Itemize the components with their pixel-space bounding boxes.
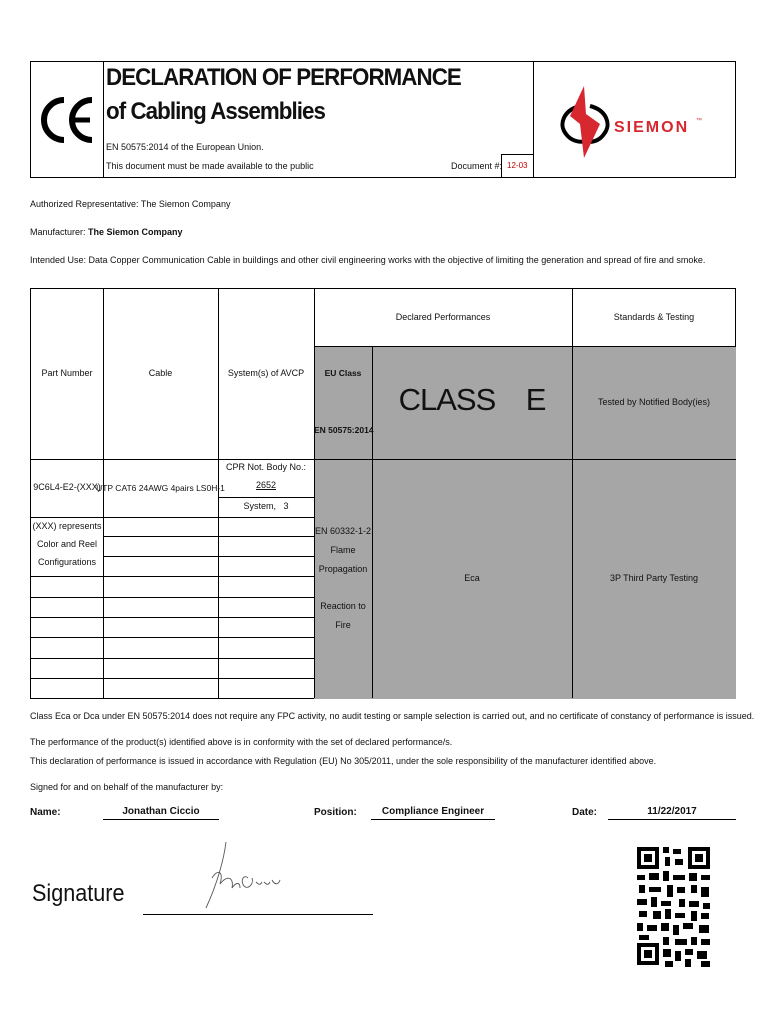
name-label: Name: [30,807,61,818]
test-method-line3: Propagation [318,564,368,574]
performance-table [30,288,736,699]
fpc-note: Class Eca or Dca under EN 50575:2014 does not require any FPC activity, no audit testing or sample selection is carried out, and no certificate of constancy of performance is issued. [30,711,755,721]
testing-value: 3P Third Party Testing [609,573,699,583]
row-line-9 [31,678,314,679]
col-header-system: System(s) of AVCP [227,368,305,379]
public-notice: This document must be made available to the public [106,161,314,171]
logo-cell [534,62,735,177]
part-number-value: 9C6L4-E2-(XXX) [33,482,101,493]
manufacturer-value: The Siemon Company [88,227,183,237]
handwritten-signature [200,838,290,912]
xxx-note-line2: Color and Reel [36,539,98,549]
regulation-statement: This declaration of performance is issued in accordance with Regulation (EU) No 305/2011, under the sole responsibility of the manufacturer identified above. [30,756,657,766]
ce-mark-logo [37,90,97,150]
eu-class-label: EU Class [324,368,362,378]
row-divider-cpr [218,497,314,498]
qr-code-icon [635,845,712,969]
signature-label: Signature [32,880,125,907]
test-method-line4: Reaction to [320,601,366,611]
manufacturer-line [30,227,183,237]
manufacturer-label: Manufacturer: [30,227,89,237]
row-line-7 [31,637,314,638]
standards-testing-header: Standards & Testing [613,311,695,322]
test-method-line1: EN 60332-1-2 [314,526,372,536]
system-value: System, 3 [243,501,289,511]
document-number-label: Document #: [451,161,503,171]
row-line-8 [31,658,314,659]
xxx-note-line1: (XXX) represents [32,521,102,531]
signed-for-line: Signed for and on behalf of the manufacturer by: [30,782,224,792]
header-box [30,61,736,178]
intended-use: Intended Use: Data Copper Communication Cable in buildings and other civil engineering works with the objective of limiting the generation and spread of fire and smoke. [30,255,706,265]
row-line-6 [31,617,314,618]
signature-line [143,914,373,915]
brand-name: SIEMON [614,119,690,136]
siemon-logo [556,84,706,159]
performance-value: Eca [464,573,480,583]
position-value: Compliance Engineer [371,806,495,820]
name-value: Jonathan Ciccio [103,806,219,820]
col-header-cable: Cable [148,368,173,379]
col-divider-3 [314,289,315,698]
declared-performances-header: Declared Performances [395,311,491,322]
standard-line: EN 50575:2014 of the European Union. [106,142,264,152]
ce-cell [31,62,104,177]
date-value: 11/22/2017 [608,806,736,820]
position-label: Position: [314,807,357,818]
xxx-note-line3: Configurations [37,557,97,567]
cpr-number: 2652 [255,480,277,490]
row-line-2 [103,536,314,537]
title-cell [104,62,534,177]
tested-by-label: Tested by Notified Body(ies) [597,396,711,407]
row-line-1 [31,517,314,518]
document-title: DECLARATION OF PERFORMANCE [106,64,461,91]
class-value: CLASS E [398,382,546,417]
date-label: Date: [572,807,598,818]
cpr-label: CPR Not. Body No.: [225,462,307,472]
eu-class-standard: EN 50575:2014 [314,425,374,435]
row-line-3 [103,556,314,557]
conformity-statement: The performance of the product(s) identified above is in conformity with the set of declared performance/s. [30,737,453,747]
brand-trademark: ™ [696,118,702,124]
test-method-line5: Fire [335,620,351,630]
authorized-representative: Authorized Representative: The Siemon Company [30,199,231,209]
row-line-5 [31,597,314,598]
cable-value: UTP CAT6 24AWG 4pairs LS0H-1 [96,482,225,493]
test-method-line2: Flame [330,545,356,555]
document-number-value: 12-03 [507,161,528,170]
col-header-part-number: Part Number [41,368,93,379]
document-subtitle: of Cabling Assemblies [106,98,326,125]
row-line-4 [31,576,314,577]
